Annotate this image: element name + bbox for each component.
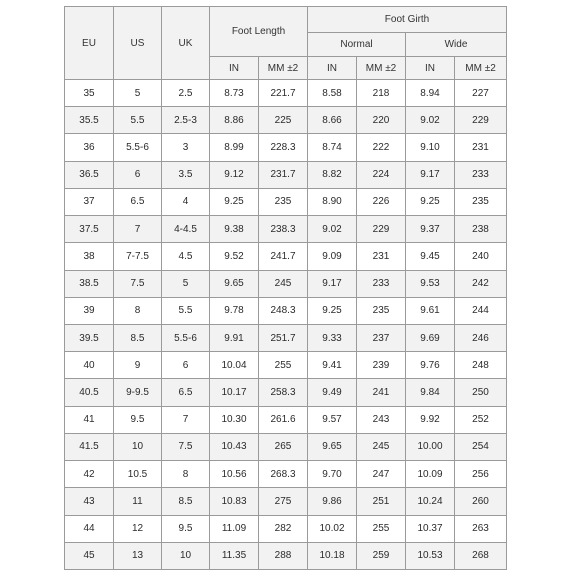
cell-uk: 3 — [162, 134, 210, 161]
table-row — [65, 297, 507, 324]
cell-wide-in: 9.17 — [406, 161, 455, 188]
cell-length-in: 10.04 — [210, 352, 259, 379]
table-row — [65, 379, 507, 406]
cell-uk: 8.5 — [162, 488, 210, 515]
cell-eu: 38 — [65, 243, 114, 270]
cell-eu: 39 — [65, 297, 114, 324]
cell-length-mm: 268.3 — [259, 461, 308, 488]
table-row — [65, 433, 507, 460]
cell-wide-in: 9.53 — [406, 270, 455, 297]
cell-uk: 4.5 — [162, 243, 210, 270]
table-row — [65, 461, 507, 488]
cell-us: 6.5 — [114, 188, 162, 215]
cell-normal-mm: 231 — [357, 243, 406, 270]
cell-eu: 39.5 — [65, 324, 114, 351]
header-wide-in: IN — [406, 57, 455, 80]
cell-length-in: 8.99 — [210, 134, 259, 161]
cell-wide-in: 10.09 — [406, 461, 455, 488]
cell-uk: 6.5 — [162, 379, 210, 406]
cell-length-mm: 228.3 — [259, 134, 308, 161]
cell-normal-mm: 243 — [357, 406, 406, 433]
cell-uk: 5 — [162, 270, 210, 297]
table-body — [65, 80, 507, 570]
cell-us: 12 — [114, 515, 162, 542]
cell-length-mm: 275 — [259, 488, 308, 515]
table-row — [65, 161, 507, 188]
cell-wide-mm: 246 — [455, 324, 507, 351]
cell-length-in: 9.25 — [210, 188, 259, 215]
cell-us: 5.5 — [114, 107, 162, 134]
cell-wide-in: 9.92 — [406, 406, 455, 433]
cell-wide-in: 9.10 — [406, 134, 455, 161]
cell-wide-in: 9.69 — [406, 324, 455, 351]
table-row — [65, 488, 507, 515]
table-row — [65, 270, 507, 297]
cell-wide-in: 9.61 — [406, 297, 455, 324]
cell-us: 8.5 — [114, 324, 162, 351]
cell-length-mm: 255 — [259, 352, 308, 379]
table-row — [65, 188, 507, 215]
cell-uk: 2.5-3 — [162, 107, 210, 134]
cell-normal-in: 8.58 — [308, 80, 357, 107]
header-eu: EU — [65, 7, 114, 80]
cell-us: 13 — [114, 542, 162, 569]
cell-length-in: 11.35 — [210, 542, 259, 569]
cell-length-in: 10.17 — [210, 379, 259, 406]
cell-eu: 35 — [65, 80, 114, 107]
cell-normal-mm: 239 — [357, 352, 406, 379]
cell-wide-mm: 229 — [455, 107, 507, 134]
cell-normal-in: 8.90 — [308, 188, 357, 215]
cell-normal-in: 8.74 — [308, 134, 357, 161]
table-header — [65, 7, 507, 80]
cell-uk: 8 — [162, 461, 210, 488]
cell-normal-in: 9.25 — [308, 297, 357, 324]
cell-normal-in: 8.82 — [308, 161, 357, 188]
cell-wide-in: 10.24 — [406, 488, 455, 515]
cell-us: 9 — [114, 352, 162, 379]
cell-eu: 42 — [65, 461, 114, 488]
cell-length-mm: 282 — [259, 515, 308, 542]
cell-wide-in: 9.25 — [406, 188, 455, 215]
cell-us: 10 — [114, 433, 162, 460]
cell-uk: 5.5-6 — [162, 324, 210, 351]
cell-uk: 5.5 — [162, 297, 210, 324]
cell-length-in: 8.73 — [210, 80, 259, 107]
cell-us: 5 — [114, 80, 162, 107]
cell-eu: 35.5 — [65, 107, 114, 134]
table-row — [65, 134, 507, 161]
table-row — [65, 80, 507, 107]
cell-wide-mm: 242 — [455, 270, 507, 297]
cell-wide-mm: 233 — [455, 161, 507, 188]
cell-normal-in: 9.41 — [308, 352, 357, 379]
cell-uk: 7.5 — [162, 433, 210, 460]
cell-normal-mm: 220 — [357, 107, 406, 134]
cell-wide-in: 10.37 — [406, 515, 455, 542]
cell-wide-in: 9.37 — [406, 216, 455, 243]
cell-length-in: 9.38 — [210, 216, 259, 243]
cell-uk: 6 — [162, 352, 210, 379]
cell-length-mm: 231.7 — [259, 161, 308, 188]
table-row — [65, 243, 507, 270]
table-row — [65, 107, 507, 134]
cell-wide-mm: 256 — [455, 461, 507, 488]
cell-eu: 36 — [65, 134, 114, 161]
cell-wide-mm: 227 — [455, 80, 507, 107]
cell-eu: 40.5 — [65, 379, 114, 406]
cell-wide-mm: 231 — [455, 134, 507, 161]
cell-wide-mm: 260 — [455, 488, 507, 515]
cell-normal-mm: 226 — [357, 188, 406, 215]
cell-normal-in: 9.33 — [308, 324, 357, 351]
cell-normal-mm: 259 — [357, 542, 406, 569]
cell-length-mm: 225 — [259, 107, 308, 134]
table-row — [65, 542, 507, 569]
cell-normal-in: 10.18 — [308, 542, 357, 569]
cell-length-in: 9.12 — [210, 161, 259, 188]
cell-normal-mm: 237 — [357, 324, 406, 351]
cell-us: 6 — [114, 161, 162, 188]
cell-us: 8 — [114, 297, 162, 324]
cell-wide-in: 9.84 — [406, 379, 455, 406]
cell-length-mm: 258.3 — [259, 379, 308, 406]
cell-eu: 36.5 — [65, 161, 114, 188]
cell-length-in: 10.30 — [210, 406, 259, 433]
cell-length-in: 10.43 — [210, 433, 259, 460]
cell-normal-in: 9.86 — [308, 488, 357, 515]
cell-wide-in: 10.00 — [406, 433, 455, 460]
cell-normal-mm: 233 — [357, 270, 406, 297]
cell-uk: 9.5 — [162, 515, 210, 542]
cell-normal-in: 9.09 — [308, 243, 357, 270]
cell-us: 9.5 — [114, 406, 162, 433]
cell-normal-in: 9.02 — [308, 216, 357, 243]
cell-length-mm: 238.3 — [259, 216, 308, 243]
cell-wide-mm: 250 — [455, 379, 507, 406]
cell-length-mm: 245 — [259, 270, 308, 297]
cell-normal-mm: 229 — [357, 216, 406, 243]
cell-uk: 7 — [162, 406, 210, 433]
shoe-size-table — [64, 6, 507, 570]
cell-normal-in: 9.70 — [308, 461, 357, 488]
cell-wide-in: 8.94 — [406, 80, 455, 107]
cell-normal-mm: 235 — [357, 297, 406, 324]
cell-uk: 4-4.5 — [162, 216, 210, 243]
cell-eu: 37.5 — [65, 216, 114, 243]
size-chart-container — [64, 6, 506, 570]
cell-uk: 3.5 — [162, 161, 210, 188]
header-normal-mm: MM ±2 — [357, 57, 406, 80]
cell-length-mm: 261.6 — [259, 406, 308, 433]
cell-length-in: 10.83 — [210, 488, 259, 515]
cell-uk: 4 — [162, 188, 210, 215]
cell-length-in: 9.91 — [210, 324, 259, 351]
cell-us: 11 — [114, 488, 162, 515]
cell-length-mm: 251.7 — [259, 324, 308, 351]
cell-uk: 2.5 — [162, 80, 210, 107]
cell-wide-mm: 268 — [455, 542, 507, 569]
cell-length-mm: 288 — [259, 542, 308, 569]
cell-eu: 44 — [65, 515, 114, 542]
cell-wide-mm: 252 — [455, 406, 507, 433]
header-normal-in: IN — [308, 57, 357, 80]
cell-eu: 41.5 — [65, 433, 114, 460]
cell-eu: 41 — [65, 406, 114, 433]
cell-eu: 45 — [65, 542, 114, 569]
cell-wide-mm: 238 — [455, 216, 507, 243]
cell-length-in: 11.09 — [210, 515, 259, 542]
cell-wide-mm: 263 — [455, 515, 507, 542]
cell-us: 9-9.5 — [114, 379, 162, 406]
header-us: US — [114, 7, 162, 80]
table-row — [65, 216, 507, 243]
cell-length-in: 9.52 — [210, 243, 259, 270]
header-wide-mm: MM ±2 — [455, 57, 507, 80]
cell-wide-mm: 248 — [455, 352, 507, 379]
header-normal: Normal — [308, 33, 406, 57]
cell-normal-mm: 224 — [357, 161, 406, 188]
header-uk: UK — [162, 7, 210, 80]
cell-length-in: 9.78 — [210, 297, 259, 324]
cell-normal-mm: 241 — [357, 379, 406, 406]
cell-normal-in: 9.49 — [308, 379, 357, 406]
header-length-in: IN — [210, 57, 259, 80]
cell-wide-mm: 235 — [455, 188, 507, 215]
cell-length-in: 8.86 — [210, 107, 259, 134]
cell-normal-in: 10.02 — [308, 515, 357, 542]
cell-wide-in: 9.02 — [406, 107, 455, 134]
table-row — [65, 515, 507, 542]
cell-wide-mm: 254 — [455, 433, 507, 460]
cell-normal-mm: 218 — [357, 80, 406, 107]
cell-length-mm: 235 — [259, 188, 308, 215]
cell-normal-in: 9.17 — [308, 270, 357, 297]
cell-eu: 37 — [65, 188, 114, 215]
table-row — [65, 324, 507, 351]
header-foot-length: Foot Length — [210, 7, 308, 57]
cell-us: 7 — [114, 216, 162, 243]
table-row — [65, 406, 507, 433]
cell-us: 7.5 — [114, 270, 162, 297]
cell-length-in: 10.56 — [210, 461, 259, 488]
cell-us: 7-7.5 — [114, 243, 162, 270]
table-row — [65, 352, 507, 379]
cell-wide-in: 9.76 — [406, 352, 455, 379]
cell-normal-mm: 245 — [357, 433, 406, 460]
cell-normal-in: 9.57 — [308, 406, 357, 433]
cell-eu: 40 — [65, 352, 114, 379]
cell-normal-mm: 255 — [357, 515, 406, 542]
cell-normal-mm: 247 — [357, 461, 406, 488]
cell-length-mm: 248.3 — [259, 297, 308, 324]
cell-normal-in: 9.65 — [308, 433, 357, 460]
cell-eu: 43 — [65, 488, 114, 515]
cell-normal-in: 8.66 — [308, 107, 357, 134]
cell-length-mm: 241.7 — [259, 243, 308, 270]
cell-length-mm: 221.7 — [259, 80, 308, 107]
header-length-mm: MM ±2 — [259, 57, 308, 80]
cell-wide-in: 10.53 — [406, 542, 455, 569]
cell-us: 10.5 — [114, 461, 162, 488]
cell-eu: 38.5 — [65, 270, 114, 297]
cell-length-in: 9.65 — [210, 270, 259, 297]
header-wide: Wide — [406, 33, 507, 57]
cell-wide-mm: 244 — [455, 297, 507, 324]
cell-uk: 10 — [162, 542, 210, 569]
cell-normal-mm: 251 — [357, 488, 406, 515]
header-foot-girth: Foot Girth — [308, 7, 507, 33]
cell-us: 5.5-6 — [114, 134, 162, 161]
cell-wide-mm: 240 — [455, 243, 507, 270]
cell-normal-mm: 222 — [357, 134, 406, 161]
cell-wide-in: 9.45 — [406, 243, 455, 270]
cell-length-mm: 265 — [259, 433, 308, 460]
